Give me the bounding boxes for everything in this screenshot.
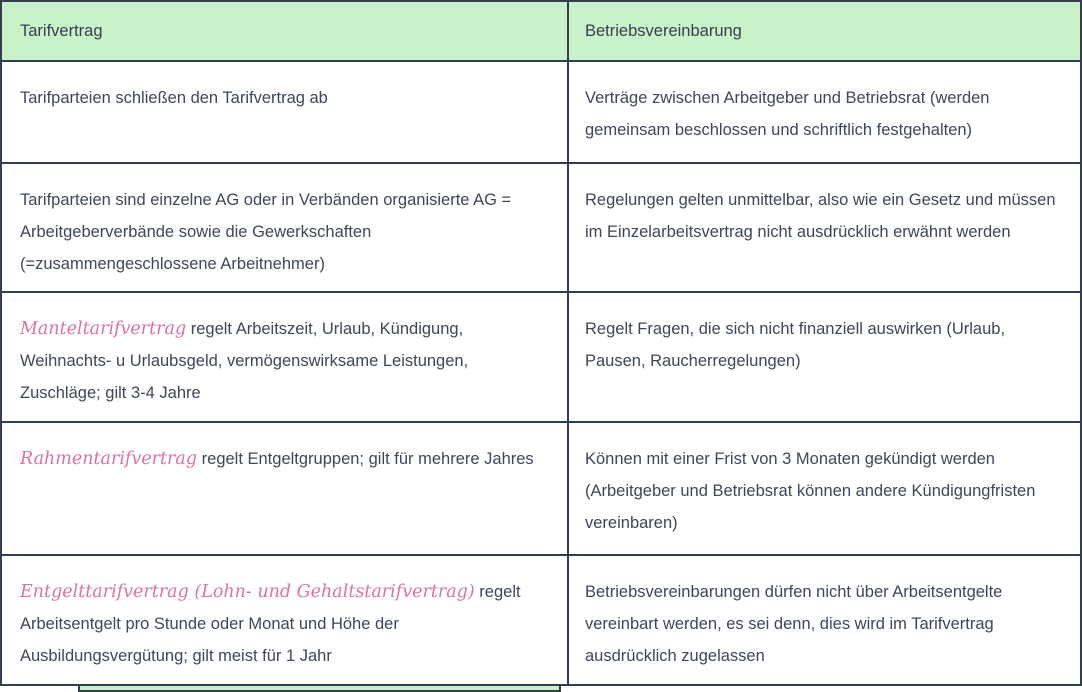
cell-tarifvertrag [2, 423, 569, 554]
cell-text: regelt Arbeitszeit, Urlaub, Kündigung, Weihnachts- u Urlaubsgeld, vermögenswirksame Leistungen, Zuschläge; gilt 3-4 Jahre [20, 320, 469, 402]
cell-betriebsvereinbarung [569, 164, 1080, 291]
table-row [2, 423, 1080, 556]
cell-text: Verträge zwischen Arbeitgeber und Betriebsrat (werden gemeinsam beschlossen und schriftlich festgehalten) [585, 89, 990, 139]
header-label-tarifvertrag: Tarifvertrag [20, 22, 103, 40]
header-label-betriebsvereinbarung: Betriebsvereinbarung [585, 22, 742, 40]
table-header-row [2, 2, 1080, 62]
cell-betriebsvereinbarung [569, 293, 1080, 421]
cell-tarifvertrag [2, 62, 569, 162]
cell-tarifvertrag [2, 556, 569, 684]
table-row [2, 62, 1080, 164]
cell-text: Regelt Fragen, die sich nicht finanziell auswirken (Urlaub, Pausen, Raucherregelungen) [585, 320, 1006, 370]
table-row [2, 164, 1080, 293]
term-manteltarifvertrag: Manteltarifvertrag [20, 319, 187, 339]
cell-tarifvertrag [2, 293, 569, 421]
cell-betriebsvereinbarung [569, 423, 1080, 554]
cell-text: Tarifparteien sind einzelne AG oder in Verbänden organisierte AG = Arbeitgeberverbände sowie die Gewerkschaften (=zusammengeschlossene Arbeitnehmer) [20, 191, 512, 273]
cell-text: Können mit einer Frist von 3 Monaten gekündigt werden (Arbeitgeber und Betriebsrat können andere Kündigungfristen vereinbaren) [585, 450, 1036, 532]
header-cell-tarifvertrag [2, 2, 569, 60]
cell-tarifvertrag [2, 164, 569, 291]
cell-text: regelt Entgeltgruppen; gilt für mehrere Jahres [197, 450, 534, 468]
cell-text: Betriebsvereinbarungen dürfen nicht über Arbeitsentgelte vereinbart werden, es sei denn, dies wird im Tarifvertrag ausdrücklich zugelassen [585, 583, 1003, 665]
term-rahmentarifvertrag: Rahmentarifvertrag [20, 449, 198, 469]
table-row [2, 556, 1080, 684]
term-entgelttarifvertrag: Entgelttarifvertrag (Lohn- und Gehaltstarifvertrag) [20, 582, 475, 602]
table-row [2, 293, 1080, 423]
cell-betriebsvereinbarung [569, 62, 1080, 162]
cell-betriebsvereinbarung [569, 556, 1080, 684]
next-table-partial-header [78, 686, 561, 692]
header-cell-betriebsvereinbarung [569, 2, 1080, 60]
cell-text: Regelungen gelten unmittelbar, also wie ein Gesetz und müssen im Einzelarbeitsvertrag nicht ausdrücklich erwähnt werden [585, 191, 1056, 241]
cell-text: Tarifparteien schließen den Tarifvertrag ab [20, 89, 328, 107]
cell-text: regelt Arbeitsentgelt pro Stunde oder Monat und Höhe der Ausbildungsvergütung; gilt meist für 1 Jahr [20, 583, 521, 665]
